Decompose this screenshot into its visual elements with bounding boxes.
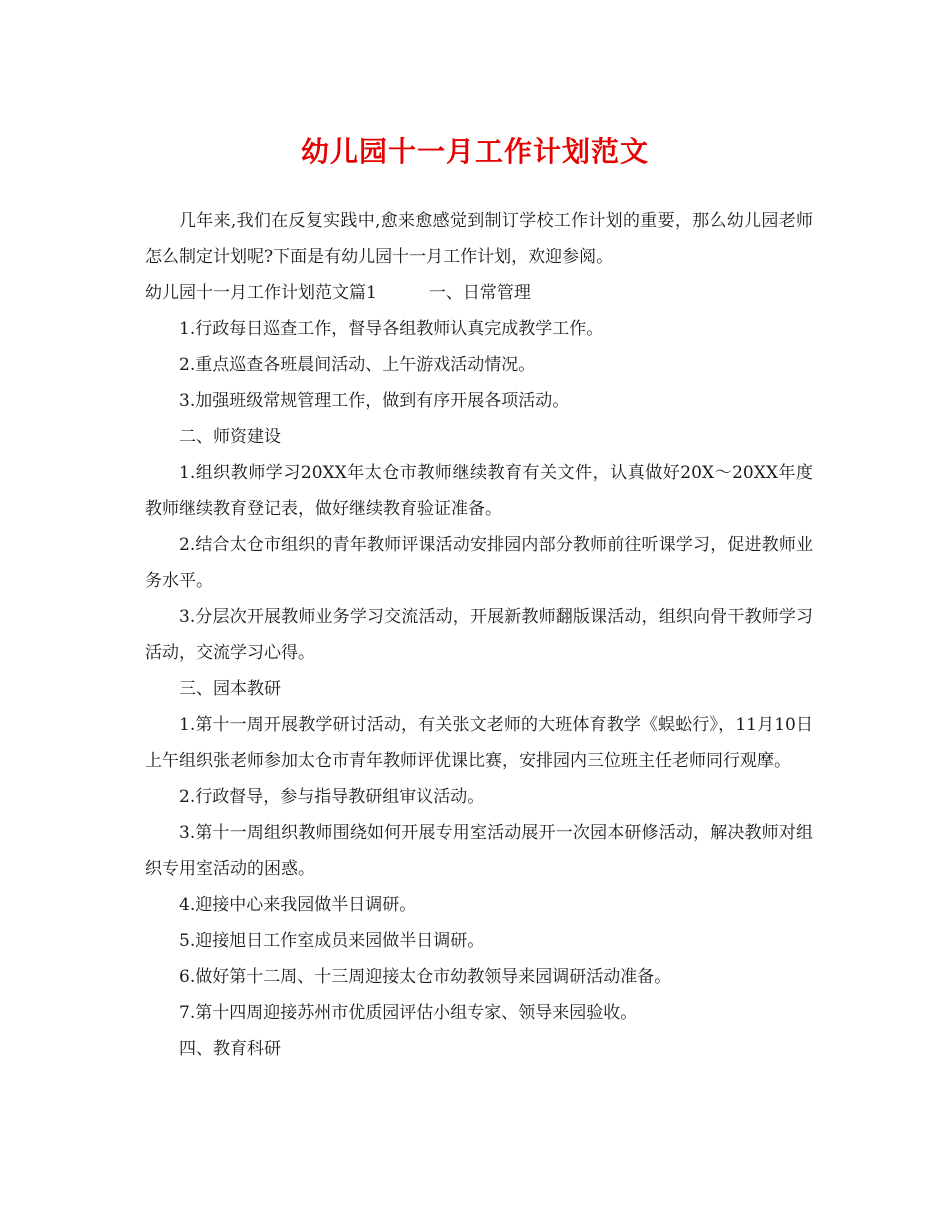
list-item: 1.行政每日巡查工作，督导各组教师认真完成教学工作。 xyxy=(179,319,604,339)
list-item: 1.组织教师学习20XX年太仓市教师继续教育有关文件，认真做好20X～20XX年度教师继续教育登记表，做好继续教育验证准备。 xyxy=(145,463,813,519)
section-heading: 四、教育科研 xyxy=(179,1039,281,1059)
list-item: 7.第十四周迎接苏州市优质园评估小组专家、领导来园验收。 xyxy=(179,1003,638,1023)
intro-paragraph: 几年来,我们在反复实践中,愈来愈感觉到制订学校工作计划的重要，那么幼儿园老师怎么制定计划呢?下面是有幼儿园十一月工作计划，欢迎参阅。 xyxy=(145,211,813,267)
article-label: 幼儿园十一月工作计划范文篇1 xyxy=(145,283,377,303)
list-item: 2.结合太仓市组织的青年教师评课活动安排园内部分教师前往听课学习，促进教师业务水平。 xyxy=(145,535,813,591)
list-item: 2.行政督导，参与指导教研组审议活动。 xyxy=(179,787,485,807)
list-item: 5.迎接旭日工作室成员来园做半日调研。 xyxy=(179,931,485,951)
document-body xyxy=(145,203,813,1067)
list-item: 6.做好第十二周、十三周迎接太仓市幼教领导来园调研活动准备。 xyxy=(179,967,672,987)
section-heading: 二、师资建设 xyxy=(179,427,281,447)
document-title: 幼儿园十一月工作计划范文 xyxy=(300,135,649,168)
list-item: 3.分层次开展教师业务学习交流活动，开展新教师翻版课活动，组织向骨干教师学习活动，交流学习心得。 xyxy=(145,607,813,663)
list-item: 4.迎接中心来我园做半日调研。 xyxy=(179,895,417,915)
list-item: 2.重点巡查各班晨间活动、上午游戏活动情况。 xyxy=(179,355,536,375)
article-label-line xyxy=(145,275,813,311)
list-item: 1.第十一周开展教学研讨活动，有关张文老师的大班体育教学《蜈蚣行》，11月10日上午组织张老师参加太仓市青年教师评优课比赛，安排园内三位班主任老师同行观摩。 xyxy=(145,715,813,771)
list-item: 3.第十一周组织教师围绕如何开展专用室活动展开一次园本研修活动，解决教师对组织专用室活动的困惑。 xyxy=(145,823,813,879)
section-heading: 一、日常管理 xyxy=(428,283,531,303)
list-item: 3.加强班级常规管理工作，做到有序开展各项活动。 xyxy=(179,391,570,411)
section-heading: 三、园本教研 xyxy=(179,679,281,699)
